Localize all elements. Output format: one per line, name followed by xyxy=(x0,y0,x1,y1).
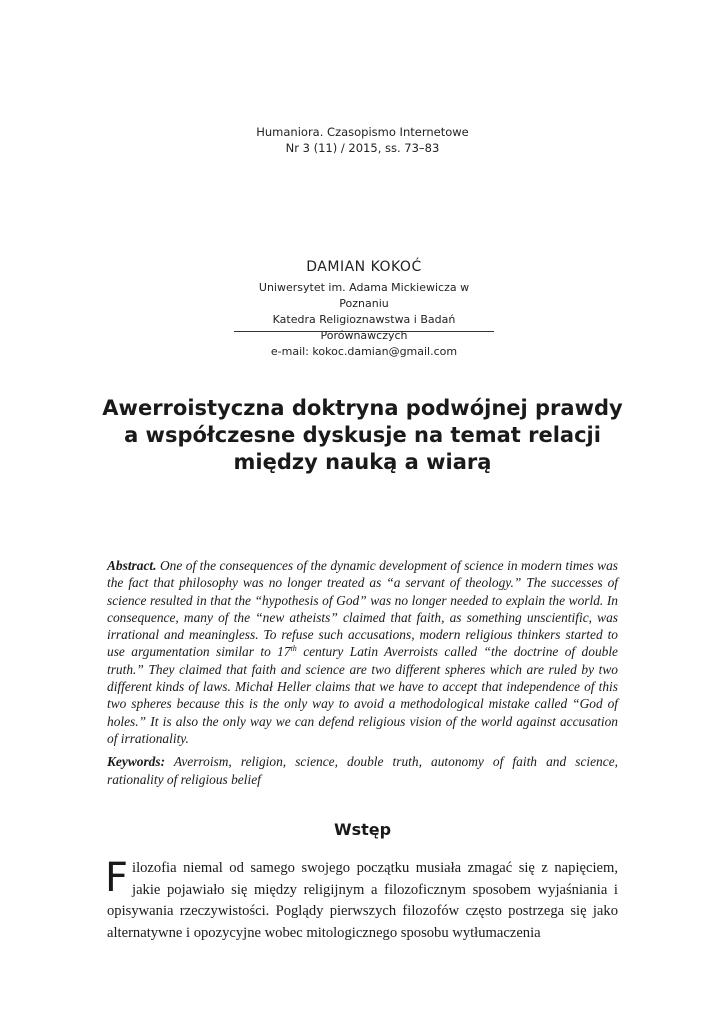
keywords-text: Averroism, religion, science, double truth, autonomy of faith and science, rationality of religious belief xyxy=(107,754,618,787)
journal-issue: Nr 3 (11) / 2015, ss. 73–83 xyxy=(285,141,440,155)
title-line-1: Awerroistyczna doktryna podwójnej prawdy xyxy=(102,396,623,420)
journal-header xyxy=(0,124,725,156)
abstract-text-1: One of the consequences of the dynamic development of science in modern times was the fact that philosophy was no longer treated as “a servant of theology.” The successes of science resulted in that the “hypothesis of God” was no longer needed to explain the world. In consequence, many of the “new atheists” claimed that faith, as something unscientific, was irrational and meaningless. To refuse such accusations, modern religious thinkers started to use argumentation similar to 17 xyxy=(107,558,618,660)
author-email[interactable]: e-mail: kokoc.damian@gmail.com xyxy=(270,345,458,358)
journal-name: Humaniora. Czasopismo Internetowe xyxy=(256,125,469,139)
body-text xyxy=(105,855,618,944)
keywords-paragraph xyxy=(107,753,618,788)
affiliation-university: Uniwersytet im. Adama Mickiewicza w Poznaniu xyxy=(258,281,470,310)
keywords-label: Keywords: xyxy=(107,754,166,770)
abstract xyxy=(107,557,618,788)
paper-title xyxy=(60,395,665,476)
abstract-label: Abstract. xyxy=(107,558,157,573)
title-line-3: między nauką a wiarą xyxy=(233,450,492,474)
author-divider xyxy=(234,331,494,332)
abstract-paragraph xyxy=(107,557,618,747)
title-line-2: a współczesne dyskusje na temat relacji xyxy=(124,423,601,447)
author-name: DAMIAN KOKOĆ xyxy=(306,259,422,275)
section-heading: Wstęp xyxy=(333,820,392,839)
abstract-text-2: century Latin Averroists called “the doctrine of double truth.” They claimed that faith and science are two different spheres which are ruled by two different kinds of laws. Michał Heller claims that we have to accept that independence of this two spheres because this is the only way to avoid a methodological mistake called “God of holes.” It is also the only way we can defend religious vision of the world against accusation of irrationality. xyxy=(107,644,618,746)
body-paragraph-text: ilozofia niemal od samego swojego początku musiała zmagać się z napięciem, jakie pojawiało się między religijnym a filozoficznym sposobem wyjaśniania i opisywania rzeczywistości. Poglądy pierwszych filozofów często postrzega się jako alternatywne i opozycyjne wobec mitologicznego sposobu wytłumaczenia xyxy=(107,860,618,941)
affiliation-department: Katedra Religioznawstwa i Badań Porównawczych xyxy=(272,313,456,342)
body-paragraph xyxy=(105,855,618,944)
abstract-superscript: th xyxy=(290,644,297,654)
author-block xyxy=(234,256,494,360)
drop-cap: F xyxy=(105,855,129,901)
